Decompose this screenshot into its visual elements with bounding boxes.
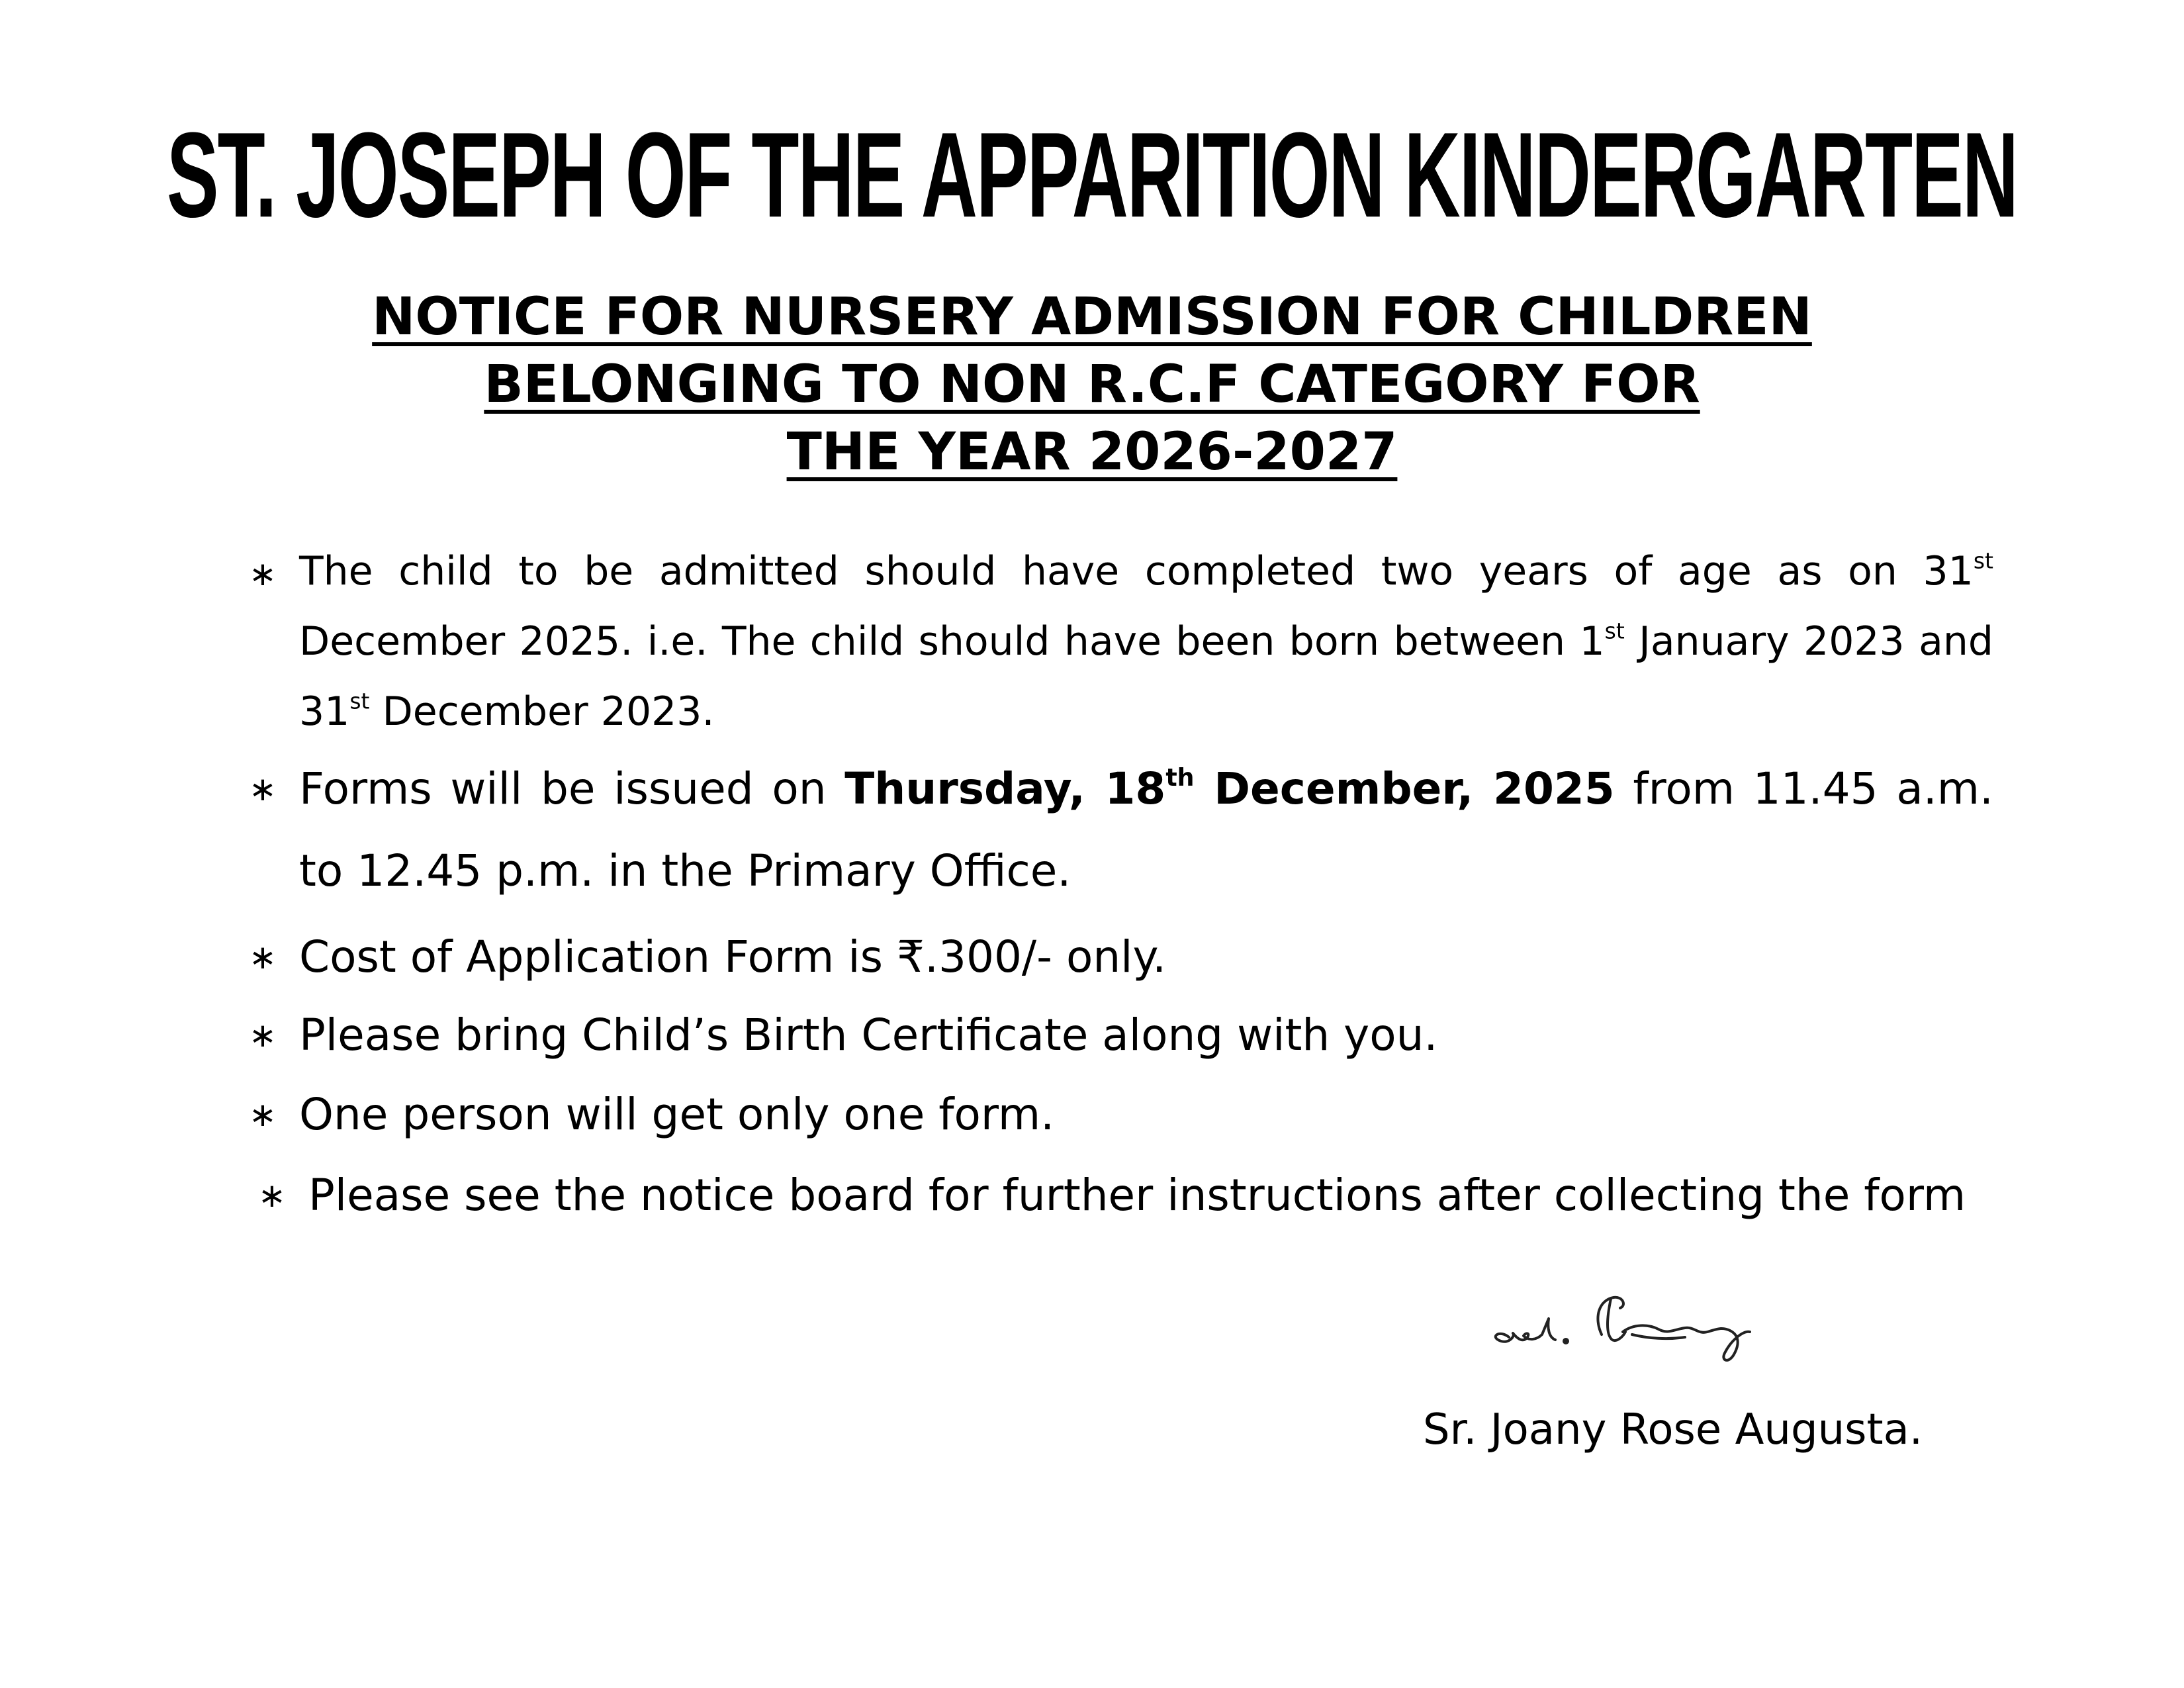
- bullet-text: Forms will be issued on: [299, 763, 845, 814]
- superscript: st: [349, 688, 370, 714]
- bullet-asterisk-icon: ∗: [249, 1096, 277, 1134]
- bullet-text: from 11.45 a.m. to 12.45 p.m. in the Primary Office.: [299, 763, 1994, 896]
- bullet-text: One person will get only one form.: [299, 1089, 1055, 1140]
- notice-title-line-2-text: BELONGING TO NON R.C.F CATEGORY FOR: [484, 355, 1700, 414]
- notice-title-line-3-text: THE YEAR 2026-2027: [786, 422, 1398, 482]
- superscript: th: [1165, 763, 1195, 792]
- signer-name: Sr. Joany Rose Augusta.: [1423, 1405, 1923, 1454]
- bullet-asterisk-icon: ∗: [249, 770, 277, 808]
- bullet-text: Please see the notice board for further instructions after collecting the form: [308, 1170, 1966, 1221]
- superscript: st: [1604, 618, 1625, 644]
- notice-title-line-3: [0, 418, 2184, 486]
- notice-title-line-1-text: NOTICE FOR NURSERY ADMISSION FOR CHILDREN: [372, 287, 1812, 347]
- issue-day: Thursday, 18: [844, 763, 1166, 814]
- bullet-asterisk-icon: ∗: [249, 555, 277, 593]
- signature-icon: [1449, 1271, 1846, 1377]
- bullet-text: January 2023 and 31: [299, 618, 1993, 735]
- bullet-text: The child to be admitted should have completed two years of age as on 31: [299, 548, 1974, 594]
- issue-month-year: December, 2025: [1194, 763, 1615, 814]
- notice-title-line-1: [0, 283, 2184, 351]
- notice-title-line-2: [0, 351, 2184, 418]
- bullet-form-issue-date: [249, 748, 1994, 912]
- bullet-text: December 2023.: [369, 688, 715, 735]
- bullet-asterisk-icon: ∗: [258, 1176, 286, 1215]
- superscript: st: [1973, 547, 1993, 574]
- school-name: ST. JOSEPH OF THE APPARITION KINDERGARTEN: [166, 107, 2018, 244]
- bullet-asterisk-icon: ∗: [249, 938, 277, 976]
- bullet-text: Cost of Application Form is ₹.300/- only.: [299, 931, 1167, 982]
- bullet-cost: [249, 916, 1993, 998]
- bullet-one-form: [249, 1074, 1993, 1156]
- bullet-text: Please bring Child’s Birth Certificate along with you.: [299, 1009, 1438, 1060]
- handwritten-signature: [1449, 1271, 1846, 1377]
- bullet-birth-certificate: [249, 994, 1993, 1076]
- issue-date-bold: [844, 763, 1615, 814]
- bullet-notice-board: [258, 1154, 2029, 1237]
- bullet-asterisk-icon: ∗: [249, 1016, 277, 1055]
- bullet-age-requirement: [249, 536, 1993, 747]
- notice-title: [0, 283, 2184, 486]
- bullet-text: December 2025. i.e. The child should have been born between 1: [299, 618, 1605, 665]
